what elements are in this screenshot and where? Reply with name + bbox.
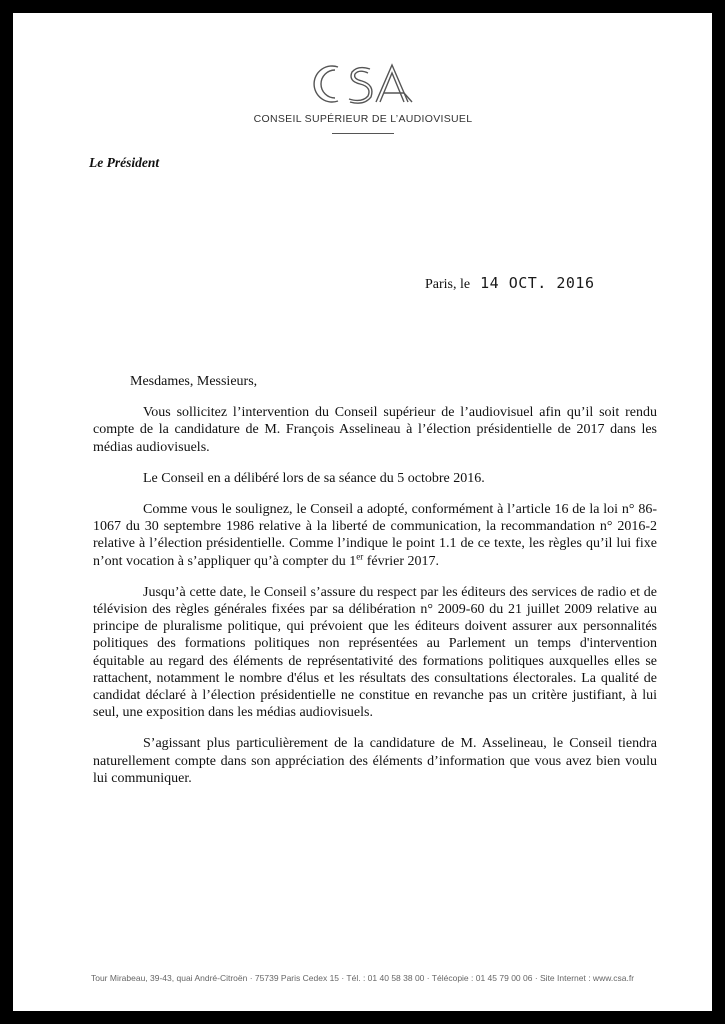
letter-page xyxy=(13,13,712,1011)
paragraph-3-end: février 2017. xyxy=(363,553,440,569)
paragraph-3-text: Comme vous le soulignez, le Conseil a adopté, conformément à l’article 16 de la loi n° 86-1067 du 30 septembre 1986 relative à la liberté de communication, la recommandation n° 2016-2 relative à l’élection présidentielle. Comme l’indique le point 1.1 de ce texte, les règles qu’il lui fixe n’ont vocation à s’appliquer qu’à compter du 1 xyxy=(93,502,657,569)
letter-body xyxy=(93,373,657,801)
divider xyxy=(332,133,394,134)
footer-address: Tour Mirabeau, 39-43, quai André-Citroën · 75739 Paris Cedex 15 · Tél. : 01 40 58 38 00 · Télécopie : 01 45 79 00 06 · Site Internet : www.csa.fr xyxy=(90,973,635,983)
organization-name: CONSEIL SUPÉRIEUR DE L’AUDIOVISUEL xyxy=(253,113,473,125)
paragraph-2: Le Conseil en a délibéré lors de sa séance du 5 octobre 2016. xyxy=(143,470,485,486)
salutation: Mesdames, Messieurs, xyxy=(130,374,258,389)
ordinal-superscript: er xyxy=(356,550,364,561)
date-city: Paris, le xyxy=(425,277,471,292)
dateline xyxy=(425,274,594,293)
csa-logo xyxy=(253,57,473,134)
sender-title: Le Président xyxy=(89,155,160,170)
paragraph-5: S’agissant plus particulièrement de la candidature de M. Asselineau, le Conseil tiendra naturellement compte dans son appréciation des éléments d’information que vous avez bien voulu lui communiquer. xyxy=(93,736,657,786)
paragraph-1: Vous sollicitez l’intervention du Conseil supérieur de l’audiovisuel afin qu’il soit rendu compte de la candidature de M. François Asselineau à l’élection présidentielle de 2017 dans les médias audiovisuels. xyxy=(93,405,657,455)
paragraph-4: Jusqu’à cette date, le Conseil s’assure du respect par les éditeurs des services de radio et de télévision des règles générales fixées par sa délibération n° 2009-60 du 21 juillet 2009 relative au principe de pluralisme politique, qui prévoient que les éditeurs doivent assurer aux personnalités politiques des formations politiques non représentées au Parlement un temps d'intervention équitable au regard des éléments de représentativité des formations politiques auxquelles elles se rattachent, notamment le nombre d'élus et les résultats des consultations électorales. La qualité de candidat déclaré à l’élection présidentielle ne constitue en revanche pas un critère justifiant, à lui seul, une exposition dans les médias audiovisuels. xyxy=(93,584,657,721)
csa-logo-mark xyxy=(308,57,418,109)
paragraph-3 xyxy=(93,501,657,570)
date-stamp: 14 OCT. 2016 xyxy=(480,274,595,292)
